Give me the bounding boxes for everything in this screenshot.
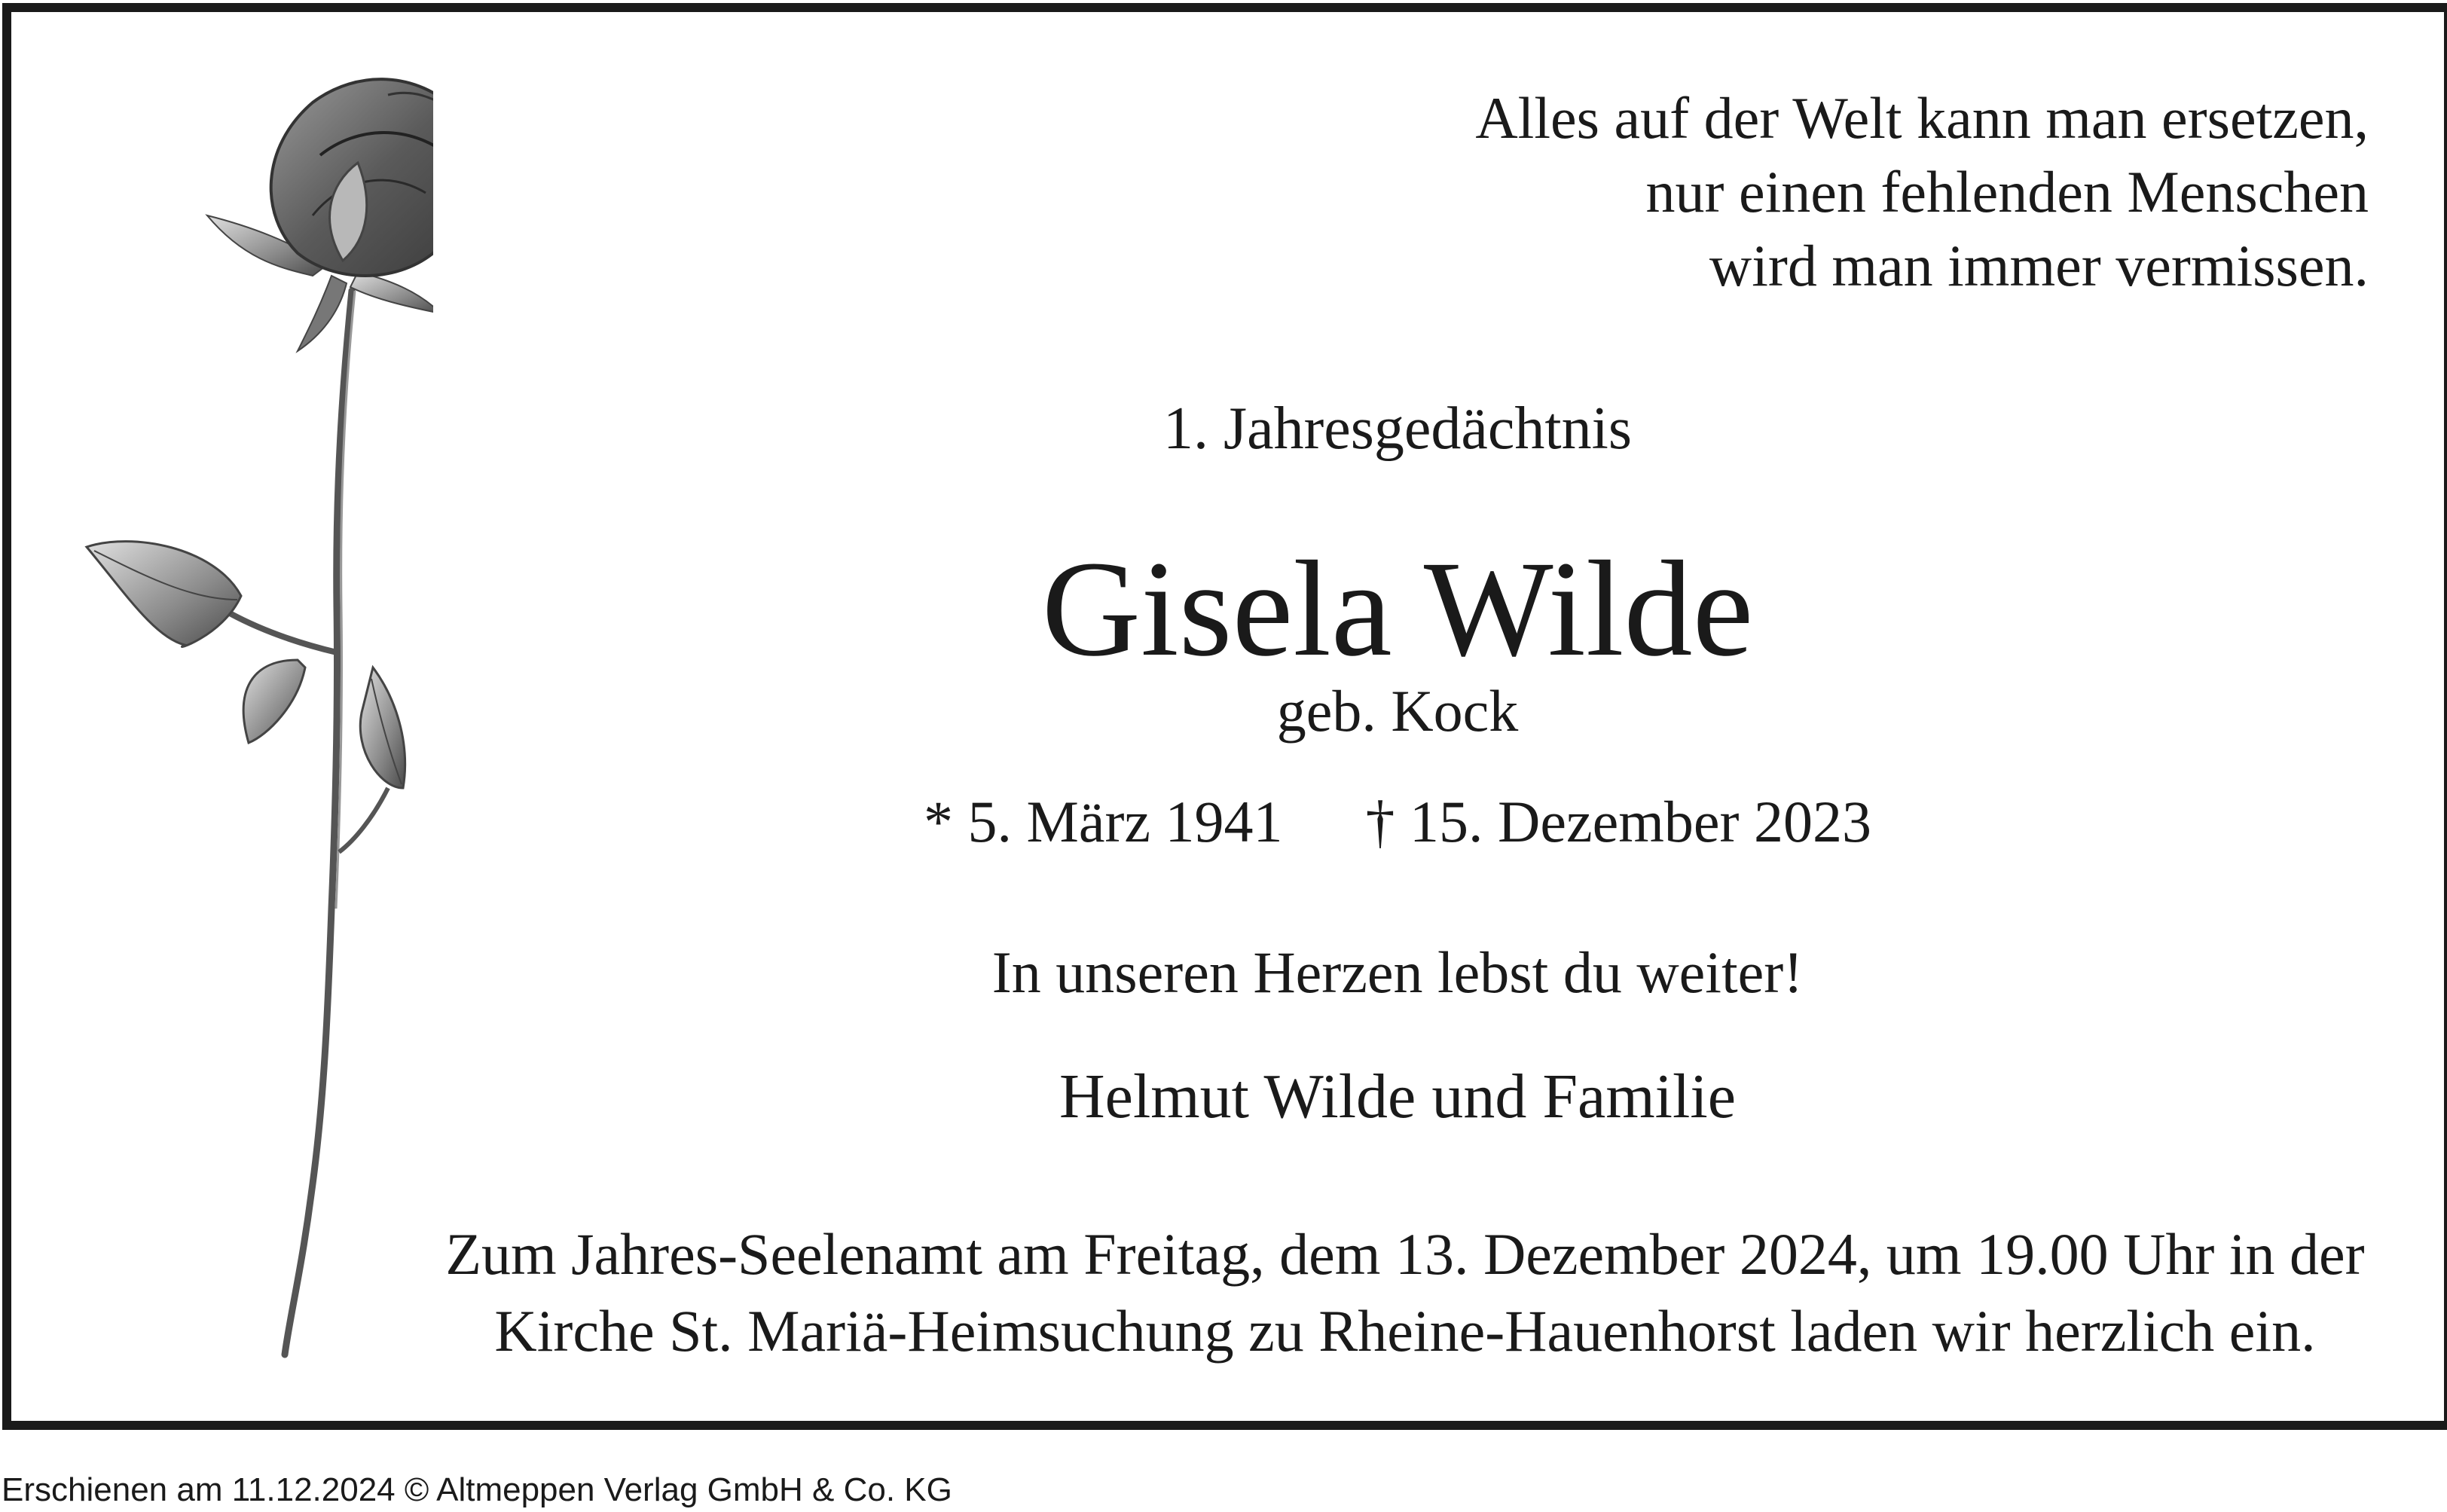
quote-line: nur einen fehlenden Menschen (1645, 159, 2369, 225)
life-dates (795, 784, 2000, 860)
rose-icon (72, 65, 433, 1361)
obituary-frame (2, 3, 2447, 1430)
publication-footer: Erschienen am 11.12.2024 © Altmeppen Verlag GmbH & Co. KG (2, 1471, 952, 1508)
service-line: Zum Jahres-Seelenamt am Freitag, dem 13. Dezember 2024, um 19.00 Uhr in der (445, 1221, 2365, 1287)
quote-line: Alles auf der Welt kann man ersetzen, (1475, 85, 2369, 151)
deceased-name: Gisela Wilde (1041, 533, 1754, 685)
birth-date: * 5. März 1941 (923, 789, 1283, 854)
service-line: Kirche St. Mariä-Heimsuchung zu Rheine-Hauenhorst laden wir herzlich ein. (494, 1298, 2316, 1364)
memorial-motto: In unseren Herzen lebst du weiter! (991, 939, 1804, 1005)
memorial-quote (1163, 81, 2369, 303)
quote-line: wird man immer vermissen. (1709, 233, 2369, 298)
mourners-signature: Helmut Wilde und Familie (1059, 1061, 1736, 1132)
service-announcement (388, 1216, 2422, 1370)
maiden-name: geb. Kock (1276, 678, 1519, 744)
occasion-heading: 1. Jahresgedächtnis (1162, 396, 1633, 462)
death-date: † 15. Dezember 2023 (1365, 789, 1872, 854)
